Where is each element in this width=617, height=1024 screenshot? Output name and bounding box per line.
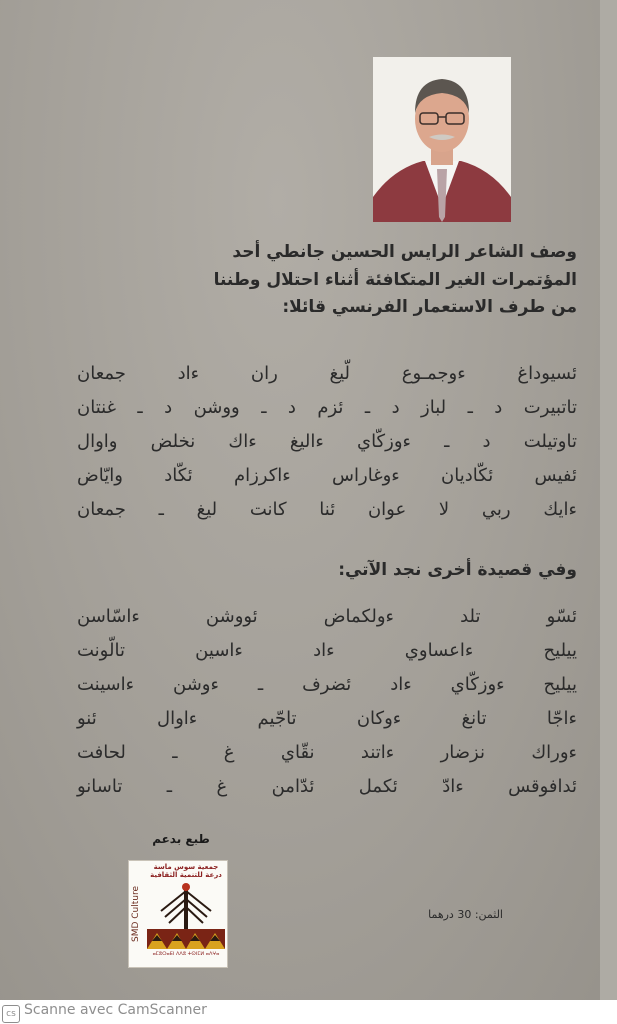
second-poem-heading: وفي قصيدة أخرى نجد الآتي: xyxy=(338,560,577,580)
poem-line: ئدافوقس ءادّ ئكمل ئدّامن غ ـ تاسانو xyxy=(77,776,577,797)
poem-line: تاوتيلت د ـ ءوزكّاي ءاليغ ءاك نخلض واوال xyxy=(77,431,577,452)
poem-line: ئسيوداغ ءوجمـوع لّيغ ران ءاد جمعان xyxy=(77,363,577,384)
logo-emblem-icon xyxy=(147,881,225,949)
logo-bottom-text: ⴰⵎⵓⵔⴰⴹⵏ ⴷⴷⵓ ⵜⵙⵏⵎⵍ ⴰⴷⵖⴰ xyxy=(152,951,220,957)
scanner-watermark xyxy=(2,1002,207,1023)
poem-line: ييليح ءوزكّاي ءاد ئضرف ـ ءوشن ءاسينت xyxy=(77,674,577,695)
poem-line: ئسّو تلد ءولكماض ئووشن ءاسّاسن xyxy=(77,606,577,627)
poem-line: ءوراك نزضار ءاتند نقّاي غ ـ لحافت xyxy=(77,742,577,763)
poem-line: ئفيس ئكّاديان ءوغاراس ءاكرزام ئكّاد وايّاض xyxy=(77,465,577,486)
intro-line: من طرف الاستعمار الفرنسي قائلا: xyxy=(282,297,577,317)
poem-line: ءايك ربي لا عوان ئنا كانت ليغ ـ جمعان xyxy=(77,499,577,520)
poem-line: ييليح ءاعساوي ءاد ءاسين تالّونت xyxy=(77,640,577,661)
intro-line: وصف الشاعر الرايس الحسين جانطي أحد xyxy=(232,242,577,262)
poem-line: ءاجّا تانغ ءوكان تاجّيم ءاوال ئنو xyxy=(77,708,577,729)
intro-line: المؤتمرات الغير المتكافئة أثناء احتلال وطننا xyxy=(213,269,577,290)
poem-one xyxy=(77,357,577,527)
cover-edge xyxy=(600,0,617,1000)
support-label: طبع بدعم xyxy=(152,832,210,846)
poem-line: تاتبيرت د ـ لباز د ـ ئزم د ـ ووشن د ـ غنتان xyxy=(77,397,577,418)
author-photo xyxy=(373,57,511,222)
price-label: الثمن: 30 درهما xyxy=(428,908,503,921)
logo-top-text: جمعية سوس ماسة درعة للتنمية الثقافية xyxy=(150,863,222,879)
smd-culture-logo xyxy=(128,860,228,968)
watermark-text: Scanne avec CamScanner xyxy=(24,1002,207,1018)
poem-two xyxy=(77,600,577,804)
intro-paragraph xyxy=(37,239,577,322)
logo-side-text: SMD Culture xyxy=(131,885,141,943)
cs-icon: cs xyxy=(2,1005,20,1023)
